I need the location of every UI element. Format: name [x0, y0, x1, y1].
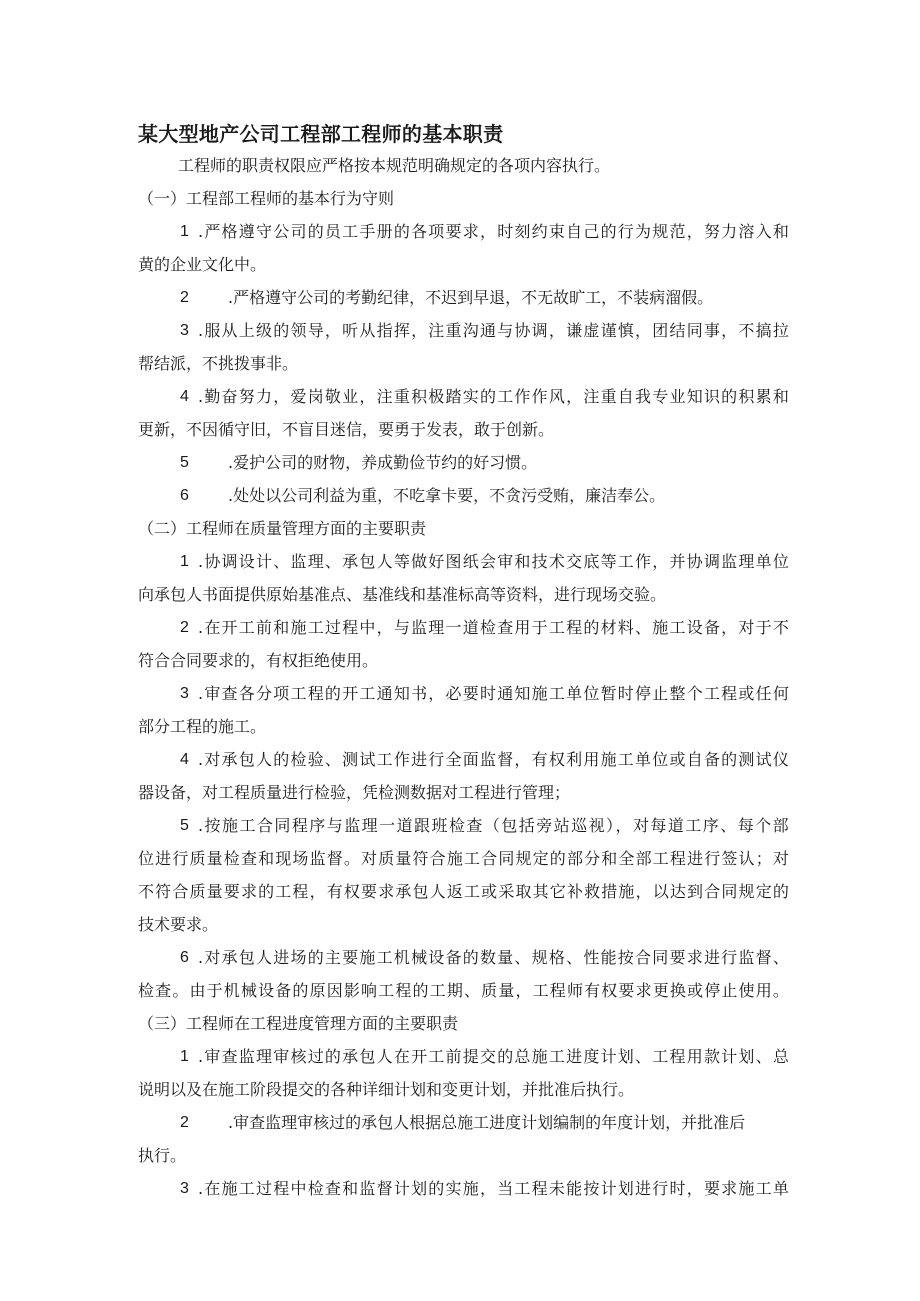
item-number: 3 [180, 1180, 189, 1197]
item-line: .严格遵守公司的考勤纪律，不迟到早退，不无故旷工，不装病溜假。 [228, 288, 714, 307]
item-number: 6 [180, 949, 189, 966]
item-number: 3 [180, 685, 189, 702]
item-line: .服从上级的领导，听从指挥，注重沟通与协调，谦虚谨慎，团结同事，不搞拉 [198, 321, 791, 340]
item-line: .爱护公司的财物，养成勤俭节约的好习惯。 [228, 453, 538, 472]
item-line: 黄的企业文化中。 [138, 255, 267, 274]
item-line: .在开工前和施工过程中，与监理一道检查用于工程的材料、施工设备，对于不 [198, 618, 791, 637]
item-number: 2 [180, 1114, 189, 1131]
item-line: .勤奋努力，爱岗敬业，注重积极踏实的工作作风，注重自我专业知识的积累和 [198, 387, 791, 406]
intro-paragraph: 工程师的职责权限应严格按本规范明确规定的各项内容执行。 [178, 156, 611, 175]
item-line: 器设备，对工程质量进行检验，凭检测数据对工程进行管理； [138, 783, 571, 802]
item-line: 执行。 [138, 1146, 187, 1165]
item-line: .在施工过程中检查和监督计划的实施，当工程未能按计划进行时，要求施工单 [198, 1179, 791, 1198]
item-line: .审查各分项工程的开工通知书，必要时通知施工单位暂时停止整个工程或任何 [198, 684, 791, 703]
item-line: 部分工程的施工。 [138, 717, 267, 736]
item-number: 3 [180, 322, 189, 339]
item-number: 1 [180, 223, 189, 240]
item-line: .处处以公司利益为重，不吃拿卡要，不贪污受贿，廉洁奉公。 [228, 486, 666, 505]
item-line: 向承包人书面提供原始基准点、基准线和基准标高等资料，进行现场交验。 [138, 585, 667, 604]
item-number: 4 [180, 751, 189, 768]
item-line: 技术要求。 [138, 915, 219, 934]
section-heading-3: （三）工程师在工程进度管理方面的主要职责 [138, 1014, 459, 1033]
item-line: 说明以及在施工阶段提交的各种详细计划和变更计划，并批准后执行。 [138, 1080, 635, 1099]
item-number: 6 [180, 487, 189, 504]
section-heading-2: （二）工程师在质量管理方面的主要职责 [138, 519, 427, 538]
item-number: 2 [180, 289, 189, 306]
item-number: 5 [180, 817, 189, 834]
item-number: 1 [180, 1048, 189, 1065]
item-number: 1 [180, 553, 189, 570]
document-title: 某大型地产公司工程部工程师的基本职责 [138, 122, 504, 146]
item-line: .按施工合同程序与监理一道跟班检查（包括旁站巡视），对每道工序、每个部 [198, 816, 791, 835]
item-line: 符合合同要求的，有权拒绝使用。 [138, 651, 379, 670]
section-heading-1: （一）工程部工程师的基本行为守则 [138, 189, 395, 208]
item-line: .严格遵守公司的员工手册的各项要求，时刻约束自己的行为规范，努力溶入和 [198, 222, 791, 241]
item-line: 不符合质量要求的工程，有权要求承包人返工或采取其它补救措施，以达到合同规定的 [138, 882, 791, 901]
item-line: 更新，不因循守旧，不盲目迷信，要勇于发表，敢于创新。 [138, 420, 555, 439]
item-line: 帮结派，不挑拨事非。 [138, 354, 299, 373]
item-number: 5 [180, 454, 189, 471]
item-number: 4 [180, 388, 189, 405]
item-line: .协调设计、监理、承包人等做好图纸会审和技术交底等工作，并协调监理单位 [198, 552, 791, 571]
item-line: .对承包人进场的主要施工机械设备的数量、规格、性能按合同要求进行监督、 [198, 948, 791, 967]
item-line: .对承包人的检验、测试工作进行全面监督，有权利用施工单位或自备的测试仪 [198, 750, 791, 769]
item-line: 位进行质量检查和现场监督。对质量符合施工合同规定的部分和全部工程进行签认；对 [138, 849, 791, 868]
item-line: 检查。由于机械设备的原因影响工程的工期、质量，工程师有权要求更换或停止使用。 [138, 981, 791, 1000]
item-number: 2 [180, 619, 189, 636]
item-line: .审查监理审核过的承包人根据总施工进度计划编制的年度计划，并批准后 [228, 1113, 746, 1132]
item-line: .审查监理审核过的承包人在开工前提交的总施工进度计划、工程用款计划、总 [198, 1047, 791, 1066]
